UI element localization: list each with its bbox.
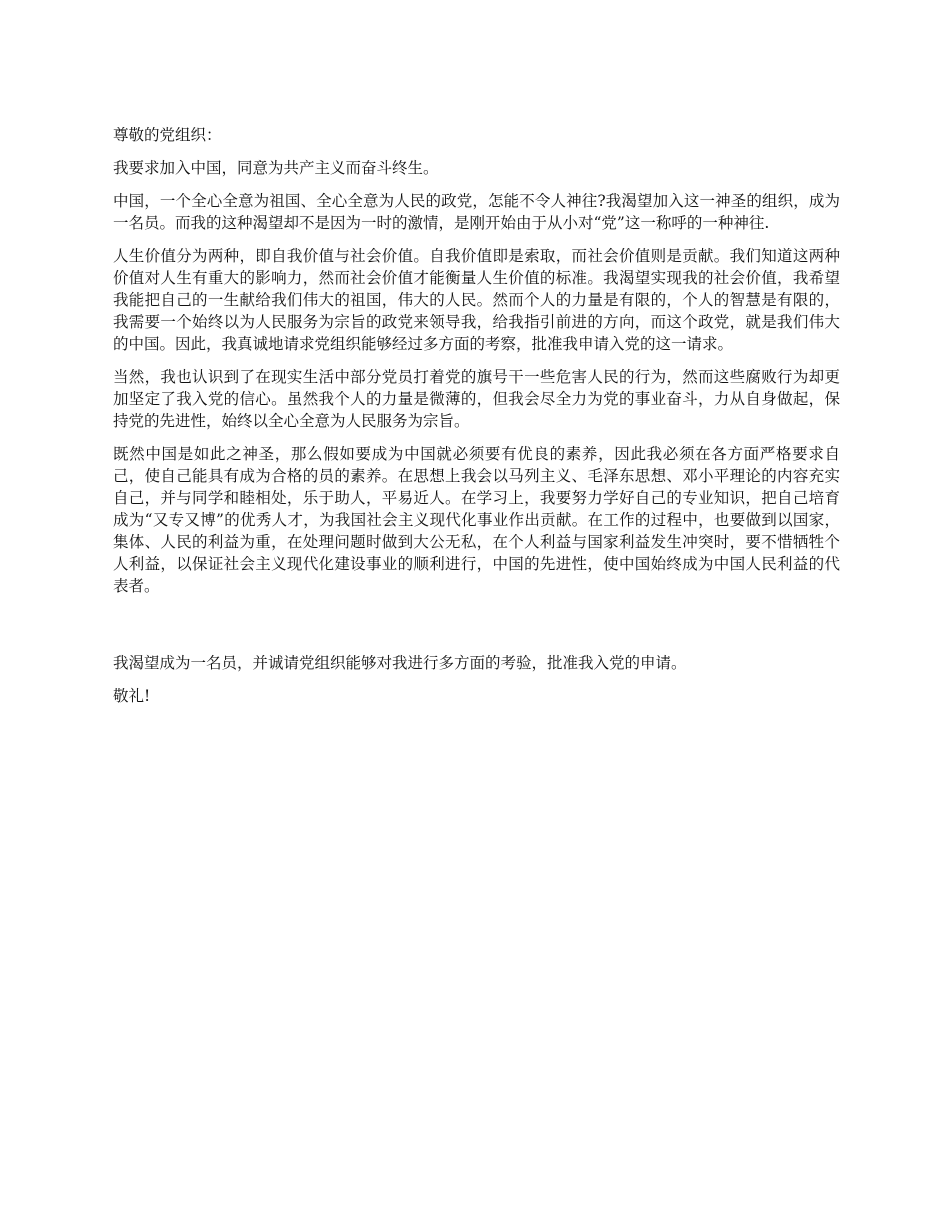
paragraph-spacer — [113, 608, 840, 652]
closing-request: 我渴望成为一名员，并诚请党组织能够对我进行多方面的考验，批准我入党的申请。 — [113, 654, 687, 672]
closing: 敬礼! — [113, 687, 151, 705]
paragraph-2: 中国，一个全心全意为祖国、全心全意为人民的政党，怎能不令人神往?我渴望加入这一神圣的组织，成为一名员。而我的这种渴望却不是因为一时的激情，是刚开始由于从小对“党”这一称呼的一种神往. — [113, 192, 840, 232]
letter-body — [113, 124, 840, 718]
paragraph-3: 人生价值分为两种，即自我价值与社会价值。自我价值即是索取，而社会价值则是贡献。我们知道这两种价值对人生有重大的影响力，然而社会价值才能衡量人生价值的标准。我渴望实现我的社会价值，我希望我能把自己的一生献给我们伟大的祖国，伟大的人民。然而个人的力量是有限的，个人的智慧是有限的，我需要一个始终以为人民服务为宗旨的政党来领导我，给我指引前进的方向，而这个政党，就是我们伟大的中国。因此，我真诚地请求党组织能够经过多方面的考察，批准我申请入党的这一请求。 — [113, 247, 840, 353]
paragraph-5: 既然中国是如此之神圣，那么假如要成为中国就必须要有优良的素养，因此我必须在各方面严格要求自己，使自己能具有成为合格的员的素养。在思想上我会以马列主义、毛泽东思想、邓小平理论的内容充实自己，并与同学和睦相处，乐于助人，平易近人。在学习上，我要努力学好自己的专业知识，把自己培育成为“又专又博”的优秀人才，为我国社会主义现代化事业作出贡献。在工作的过程中，也要做到以国家，集体、人民的利益为重，在处理问题时做到大公无私，在个人利益与国家利益发生冲突时，要不惜牺牲个人利益，以保证社会主义现代化建设事业的顺利进行，中国的先进性，使中国始终成为中国人民利益的代表者。 — [113, 445, 840, 595]
salutation: 尊敬的党组织： — [113, 126, 222, 144]
paragraph-1: 我要求加入中国，同意为共产主义而奋斗终生。 — [113, 159, 439, 177]
paragraph-4: 当然，我也认识到了在现实生活中部分党员打着党的旗号干一些危害人民的行为，然而这些腐败行为却更加坚定了我入党的信心。虽然我个人的力量是微薄的，但我会尽全力为党的事业奋斗，力从自身做起，保持党的先进性，始终以全心全意为人民服务为宗旨。 — [113, 368, 840, 430]
